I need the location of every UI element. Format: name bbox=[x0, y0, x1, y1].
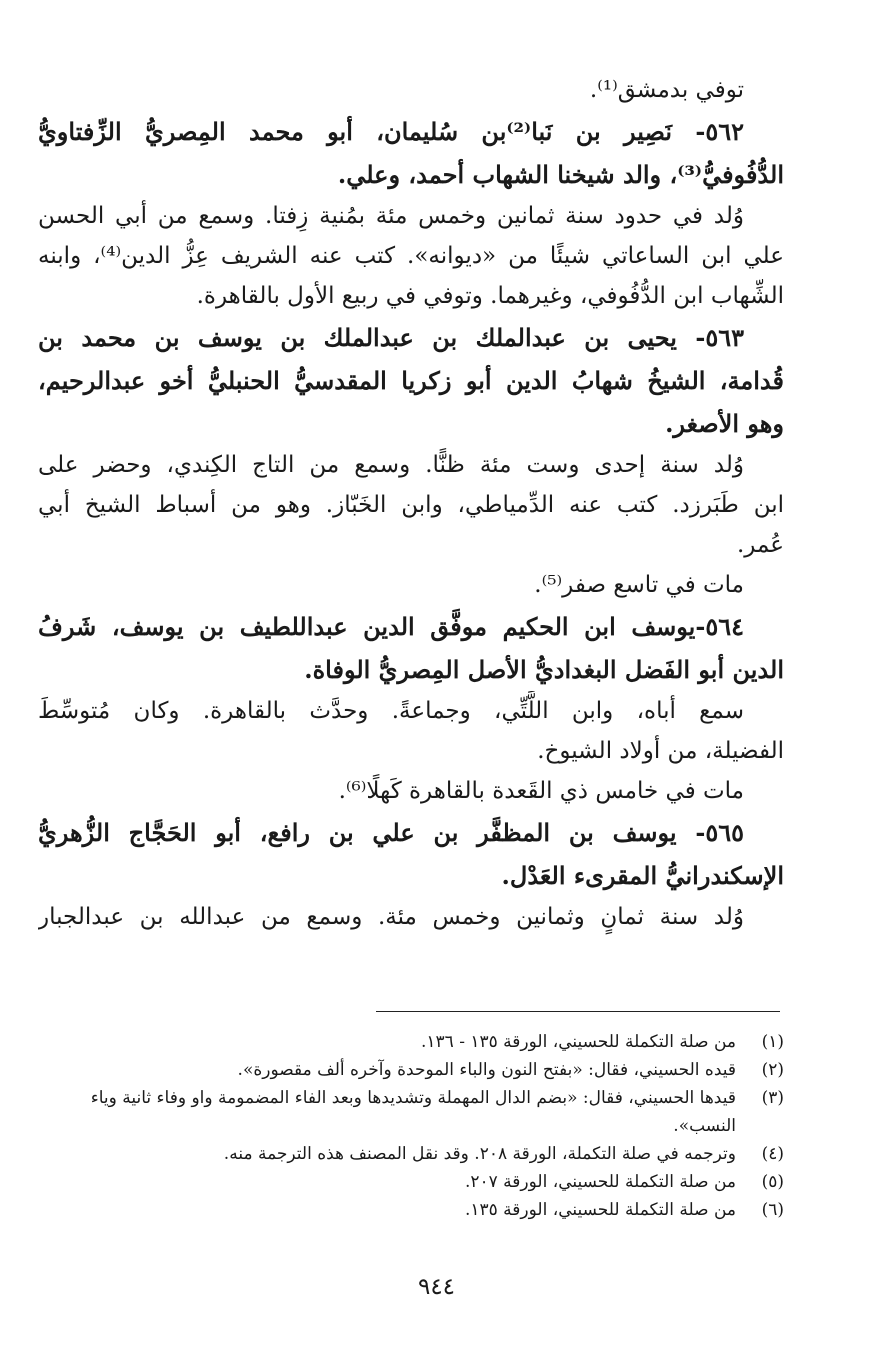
entry-heading-562-cont: الدُّفُوفيُّ⁽³⁾، والد شيخنا الشهاب أحمد، وعلي. bbox=[337, 160, 784, 189]
footnote bbox=[38, 1140, 784, 1168]
footnote-text: قيدها الحسيني، فقال: «بضم الدال المهملة وتشديدها وبعد الفاء المضمومة واو وفاء ثانية وياء النسب». bbox=[90, 1088, 736, 1136]
footnote bbox=[38, 1084, 784, 1140]
footnote-text: وترجمه في صلة التكملة، الورقة ٢٠٨. وقد نقل المصنف هذه الترجمة منه. bbox=[223, 1144, 736, 1164]
text-line: وُلد في حدود سنة ثمانين وخمس مئة بمُنية زِفتا. وسمع من أبي الحسن bbox=[38, 203, 744, 229]
text-line: توفي بدمشق⁽¹⁾. bbox=[589, 77, 744, 103]
footnote bbox=[38, 1168, 784, 1196]
entry-heading-562: ٥٦٢- نَصِير بن نَبا⁽²⁾بن سُليمان، أبو محمد المِصريُّ الزِّفتاويُّ bbox=[38, 117, 744, 146]
page-number: ٩٤٤ bbox=[417, 1274, 456, 1300]
entry-heading-564-cont: الدين أبو الفَضل البغداديُّ الأصل المِصريُّ الوفاة. bbox=[304, 655, 784, 684]
footnote-text: من صلة التكملة للحسيني، الورقة ٢٠٧. bbox=[464, 1172, 736, 1192]
footnote-text: من صلة التكملة للحسيني، الورقة ١٣٥. bbox=[464, 1200, 736, 1220]
footnotes bbox=[38, 1028, 784, 1224]
footnote-number: (١) bbox=[761, 1032, 784, 1052]
main-text bbox=[38, 70, 784, 937]
footnote-number: (٦) bbox=[761, 1200, 784, 1220]
entry-heading-564: ٥٦٤-يوسف ابن الحكيم موفَّق الدين عبداللطيف بن يوسف، شَرفُ bbox=[38, 612, 744, 641]
footnote-number: (٢) bbox=[761, 1060, 784, 1080]
entry-heading-563-cont: وهو الأصغر. bbox=[665, 409, 784, 438]
text-line: مات في تاسع صفر⁽⁵⁾. bbox=[534, 572, 744, 598]
text-line: وُلد سنة ثمانٍ وثمانين وخمس مئة. وسمع من عبدالله بن عبدالجبار bbox=[38, 904, 744, 930]
footnote bbox=[38, 1028, 784, 1056]
footnote-number: (٤) bbox=[761, 1144, 784, 1164]
footnote-number: (٥) bbox=[761, 1172, 784, 1192]
footnote-separator bbox=[376, 1011, 780, 1012]
footnote-number: (٣) bbox=[761, 1088, 784, 1108]
text-line: وُلد سنة إحدى وست مئة ظنًّا. وسمع من التاج الكِندي، وحضر على bbox=[38, 452, 744, 478]
text-line: عُمر. bbox=[736, 532, 784, 558]
entry-heading-563: ٥٦٣- يحيى بن عبدالملك بن عبدالملك بن يوسف بن محمد بن bbox=[38, 323, 744, 352]
text-line: مات في خامس ذي القَعدة بالقاهرة كَهلًا⁽⁶⁾. bbox=[338, 778, 744, 804]
text-line: الشِّهاب ابن الدُّفُوفي، وغيرهما. وتوفي في ربيع الأول بالقاهرة. bbox=[196, 283, 784, 309]
text-line: علي ابن الساعاتي شيئًا من «ديوانه». كتب عنه الشريف عِزُّ الدين⁽⁴⁾، وابنه bbox=[38, 243, 784, 269]
entry-heading-563-cont: قُدامة، الشيخُ شهابُ الدين أبو زكريا المقدسيُّ الحنبليُّ أخو عبدالرحيم، bbox=[38, 366, 784, 395]
entry-heading-565: ٥٦٥- يوسف بن المظفَّر بن علي بن رافع، أبو الحَجَّاج الزُّهريُّ bbox=[38, 818, 744, 847]
footnote-text: من صلة التكملة للحسيني، الورقة ١٣٥ - ١٣٦. bbox=[420, 1032, 736, 1052]
footnote bbox=[38, 1056, 784, 1084]
text-line: ابن طَبَرزد. كتب عنه الدِّمياطي، وابن الخَبّاز. وهو من أسباط الشيخ أبي bbox=[38, 492, 784, 518]
text-line: الفضيلة، من أولاد الشيوخ. bbox=[537, 738, 784, 764]
entry-heading-565-cont: الإسكندرانيُّ المقرىء العَدْل. bbox=[501, 861, 784, 890]
footnote-text: قيده الحسيني، فقال: «بفتح النون والباء الموحدة وآخره ألف مقصورة». bbox=[237, 1060, 736, 1080]
footnote bbox=[38, 1196, 784, 1224]
text-line: سمع أباه، وابن اللَّتِّي، وجماعةً. وحدَّث بالقاهرة. وكان مُتوسِّطَ bbox=[38, 698, 744, 724]
